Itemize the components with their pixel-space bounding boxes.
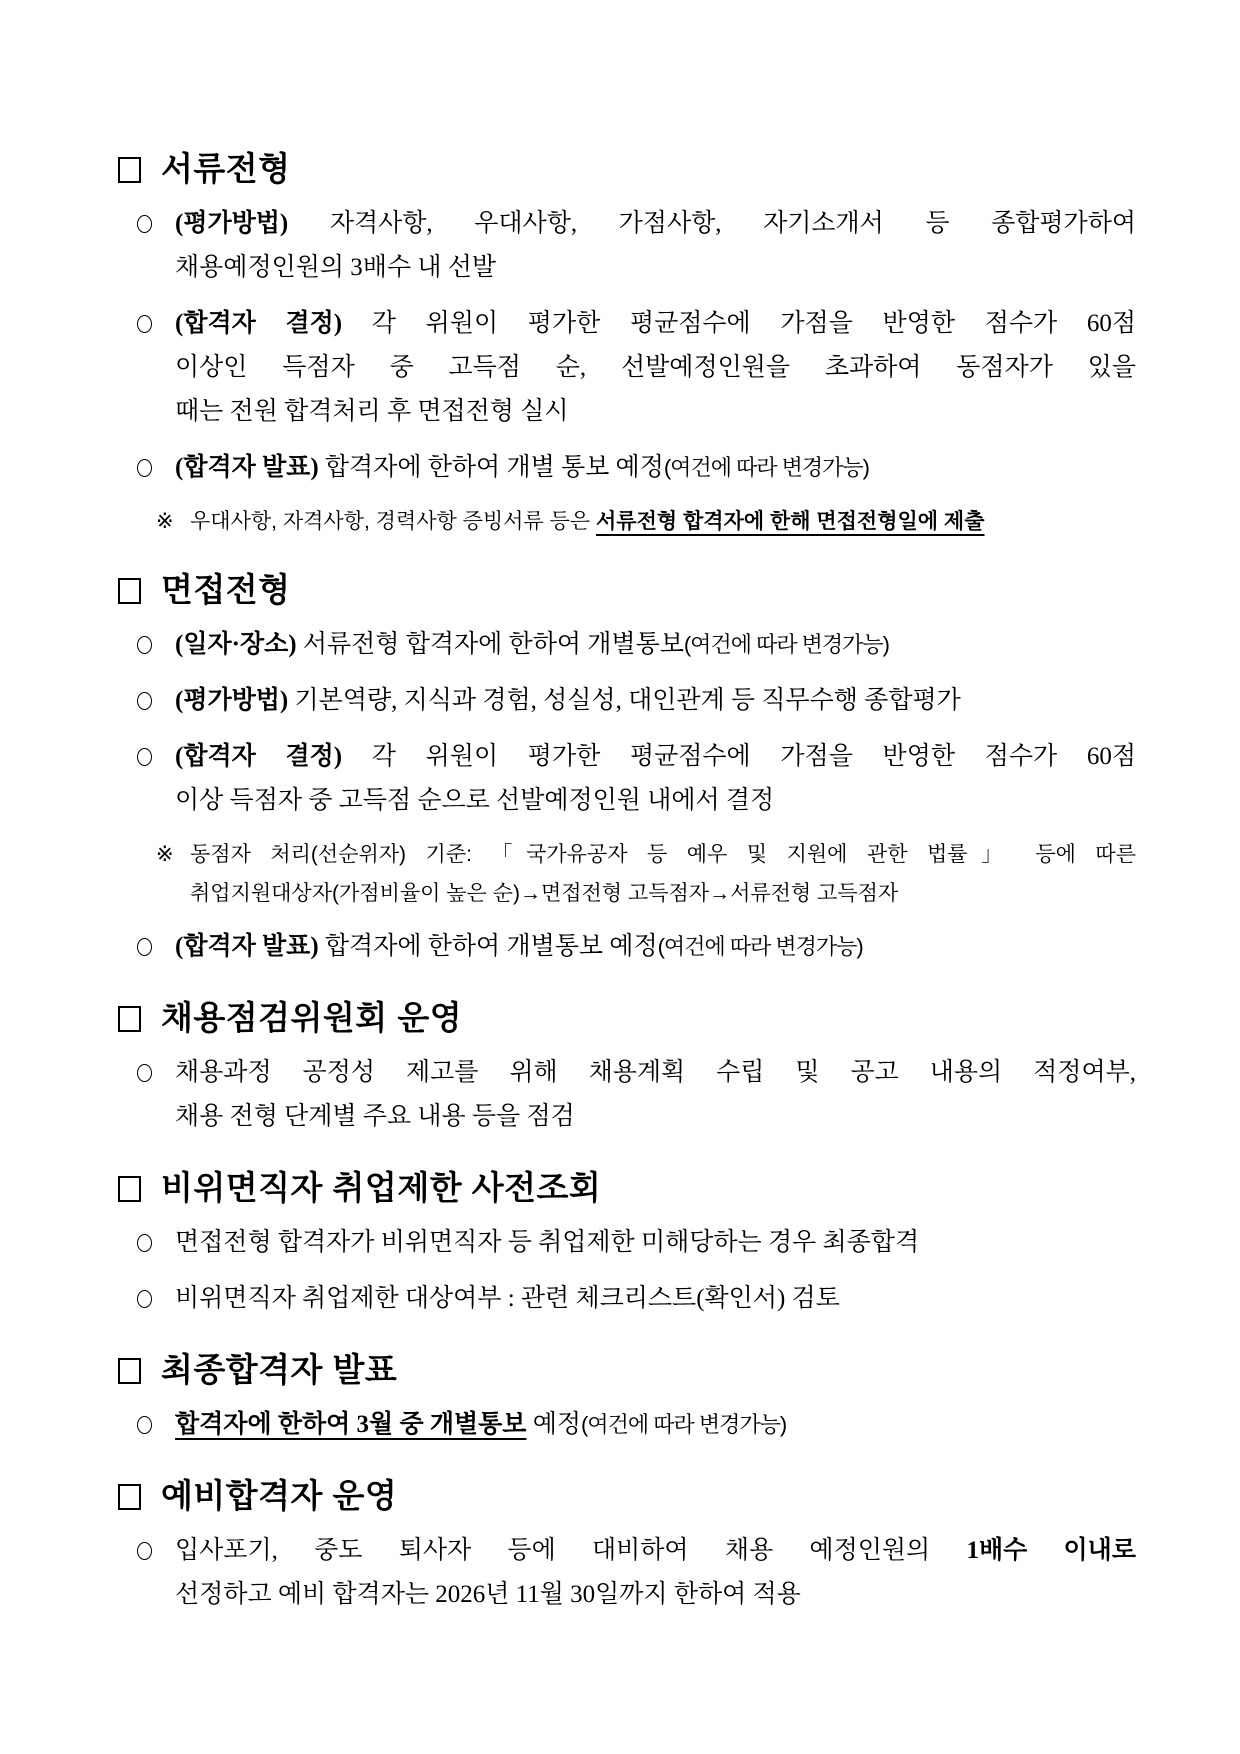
list-item (118, 202, 1136, 290)
text-segment: 우대사항, 자격사항, 경력사항 증빙서류 등은 (190, 510, 596, 533)
circle-bullet-icon (137, 748, 152, 766)
text-segment: 취업지원대상자(가점비율이 높은 순)→면접전형 고득점자→서류전형 고득점자 (190, 882, 899, 905)
section-waitlist-operation (118, 1473, 1136, 1617)
text-line (175, 1221, 1136, 1265)
block-text (175, 1529, 1136, 1617)
text-segment: 비위면직자 취업제한 대상여부 : 관련 체크리스트(확인서) 검토 (175, 1285, 840, 1312)
section-recruitment-review-committee (118, 995, 1136, 1139)
block-text (175, 1403, 1136, 1447)
circle-bullet-icon (137, 1416, 152, 1434)
square-bullet-icon (118, 578, 141, 604)
text-segment: 기본역량, 지식과 경험, 성실성, 대인관계 등 직무수행 종합평가 (288, 687, 961, 714)
section-heading (118, 995, 1136, 1041)
square-bullet-icon (118, 1176, 141, 1202)
block-text (175, 1221, 1136, 1265)
text-line (190, 502, 1136, 541)
text-segment: (합격자 결정) (175, 743, 343, 770)
text-segment: 1배수 이내로 (966, 1537, 1136, 1564)
circle-bullet-icon (137, 636, 152, 654)
text-line (175, 1051, 1136, 1095)
section-final-pass-announcement (118, 1347, 1136, 1447)
text-segment: (합격자 결정) (175, 310, 343, 337)
text-segment: 때는 전원 합격처리 후 면접전형 실시 (175, 398, 569, 425)
text-segment: (여건에 따라 변경가능) (581, 1412, 787, 1437)
text-segment: 서류전형 합격자에 한하여 개별통보 (296, 631, 684, 658)
text-line (175, 925, 1136, 969)
text-segment: 예정 (526, 1411, 582, 1438)
square-bullet-icon (118, 157, 141, 183)
text-line (175, 779, 1136, 823)
section-title: 면접전형 (161, 571, 291, 608)
text-line (175, 1095, 1136, 1139)
section-heading (118, 567, 1136, 613)
circle-bullet-icon (137, 459, 152, 477)
text-segment: (평가방법) (175, 210, 289, 237)
text-segment: (합격자 발표) (175, 933, 319, 960)
text-segment: 각 위원이 평가한 평균점수에 가점을 반영한 점수가 60점 (342, 310, 1136, 337)
block-text (175, 623, 1136, 667)
list-item (118, 1221, 1136, 1265)
text-segment: 서류전형 합격자에 한해 면접전형일에 제출 (596, 510, 985, 533)
circle-bullet-icon (137, 1542, 152, 1560)
text-segment: 입사포기, 중도 퇴사자 등에 대비하여 채용 예정인원의 (175, 1537, 967, 1564)
block-text (190, 835, 1136, 913)
list-item (118, 302, 1136, 434)
block-text (190, 502, 1136, 541)
document-body (118, 146, 1136, 1617)
text-line (190, 835, 1136, 874)
text-segment: 합격자에 한하여 3월 중 개별통보 (175, 1411, 527, 1438)
section-interview-screening (118, 567, 1136, 969)
block-text (175, 1051, 1136, 1139)
note-block (118, 835, 1136, 913)
section-title: 예비합격자 운영 (161, 1477, 398, 1514)
section-heading (118, 1347, 1136, 1393)
text-line (175, 446, 1136, 490)
text-line (175, 735, 1136, 779)
list-item (118, 1051, 1136, 1139)
text-segment: (일자·장소) (175, 631, 297, 658)
text-line (175, 390, 1136, 434)
text-line (175, 1277, 1136, 1321)
text-line (175, 346, 1136, 390)
text-segment: (합격자 발표) (175, 454, 319, 481)
text-segment: (여건에 따라 변경가능) (657, 934, 863, 959)
list-item (118, 1529, 1136, 1617)
section-misconduct-dismissal-employment-restriction-precheck (118, 1165, 1136, 1321)
block-text (175, 446, 1136, 490)
note-block (118, 502, 1136, 541)
text-line (175, 202, 1136, 246)
text-segment: (여건에 따라 변경가능) (683, 632, 890, 657)
text-line (175, 246, 1136, 290)
list-item (118, 446, 1136, 490)
section-title: 최종합격자 발표 (161, 1351, 398, 1388)
section-heading (118, 1473, 1136, 1519)
reference-mark: ※ (156, 843, 174, 866)
list-item (118, 1403, 1136, 1447)
list-item (118, 679, 1136, 723)
block-text (175, 202, 1136, 290)
text-segment: 이상 득점자 중 고득점 순으로 선발예정인원 내에서 결정 (175, 787, 775, 814)
text-line (190, 874, 1136, 913)
text-segment: 채용예정인원의 3배수 내 선발 (175, 254, 497, 281)
text-line (175, 302, 1136, 346)
circle-bullet-icon (137, 938, 152, 956)
text-segment: 합격자에 한하여 개별통보 예정 (318, 933, 658, 960)
block-text (175, 1277, 1136, 1321)
block-text (175, 735, 1136, 823)
text-segment: 면접전형 합격자가 비위면직자 등 취업제한 미해당하는 경우 최종합격 (175, 1229, 920, 1256)
text-segment: 채용 전형 단계별 주요 내용 등을 점검 (175, 1103, 575, 1130)
circle-bullet-icon (137, 315, 152, 333)
text-segment: 동점자 처리(선순위자) 기준: 「국가유공자 등 예우 및 지원에 관한 법률」 등에 따른 (190, 843, 1136, 866)
circle-bullet-icon (137, 692, 152, 710)
text-segment: 합격자에 한하여 개별 통보 예정 (318, 454, 664, 481)
text-line (175, 1573, 1136, 1617)
section-title: 서류전형 (161, 150, 291, 187)
block-text (175, 925, 1136, 969)
block-text (175, 679, 1136, 723)
circle-bullet-icon (137, 215, 152, 233)
list-item (118, 925, 1136, 969)
circle-bullet-icon (137, 1064, 152, 1082)
section-title: 비위면직자 취업제한 사전조회 (161, 1169, 602, 1206)
reference-mark: ※ (156, 510, 174, 533)
square-bullet-icon (118, 1358, 141, 1384)
text-segment: 채용과정 공정성 제고를 위해 채용계획 수립 및 공고 내용의 적정여부, (175, 1059, 1136, 1086)
circle-bullet-icon (137, 1290, 152, 1308)
section-document-screening (118, 146, 1136, 541)
text-line (175, 1529, 1136, 1573)
section-heading (118, 146, 1136, 192)
list-item (118, 735, 1136, 823)
list-item (118, 623, 1136, 667)
text-segment: (평가방법) (175, 687, 289, 714)
list-item (118, 1277, 1136, 1321)
text-segment: 각 위원이 평가한 평균점수에 가점을 반영한 점수가 60점 (342, 743, 1136, 770)
text-segment: 자격사항, 우대사항, 가점사항, 자기소개서 등 종합평가하여 (288, 210, 1136, 237)
text-segment: 이상인 득점자 중 고득점 순, 선발예정인원을 초과하여 동점자가 있을 (175, 354, 1136, 381)
circle-bullet-icon (137, 1234, 152, 1252)
section-heading (118, 1165, 1136, 1211)
section-title: 채용점검위원회 운영 (161, 999, 463, 1036)
text-segment: 선정하고 예비 합격자는 2026년 11월 30일까지 한하여 적용 (175, 1581, 801, 1608)
block-text (175, 302, 1136, 434)
square-bullet-icon (118, 1484, 141, 1510)
square-bullet-icon (118, 1006, 141, 1032)
text-line (175, 679, 1136, 723)
text-line (175, 1403, 1136, 1447)
text-segment: (여건에 따라 변경가능) (663, 455, 870, 480)
text-line (175, 623, 1136, 667)
